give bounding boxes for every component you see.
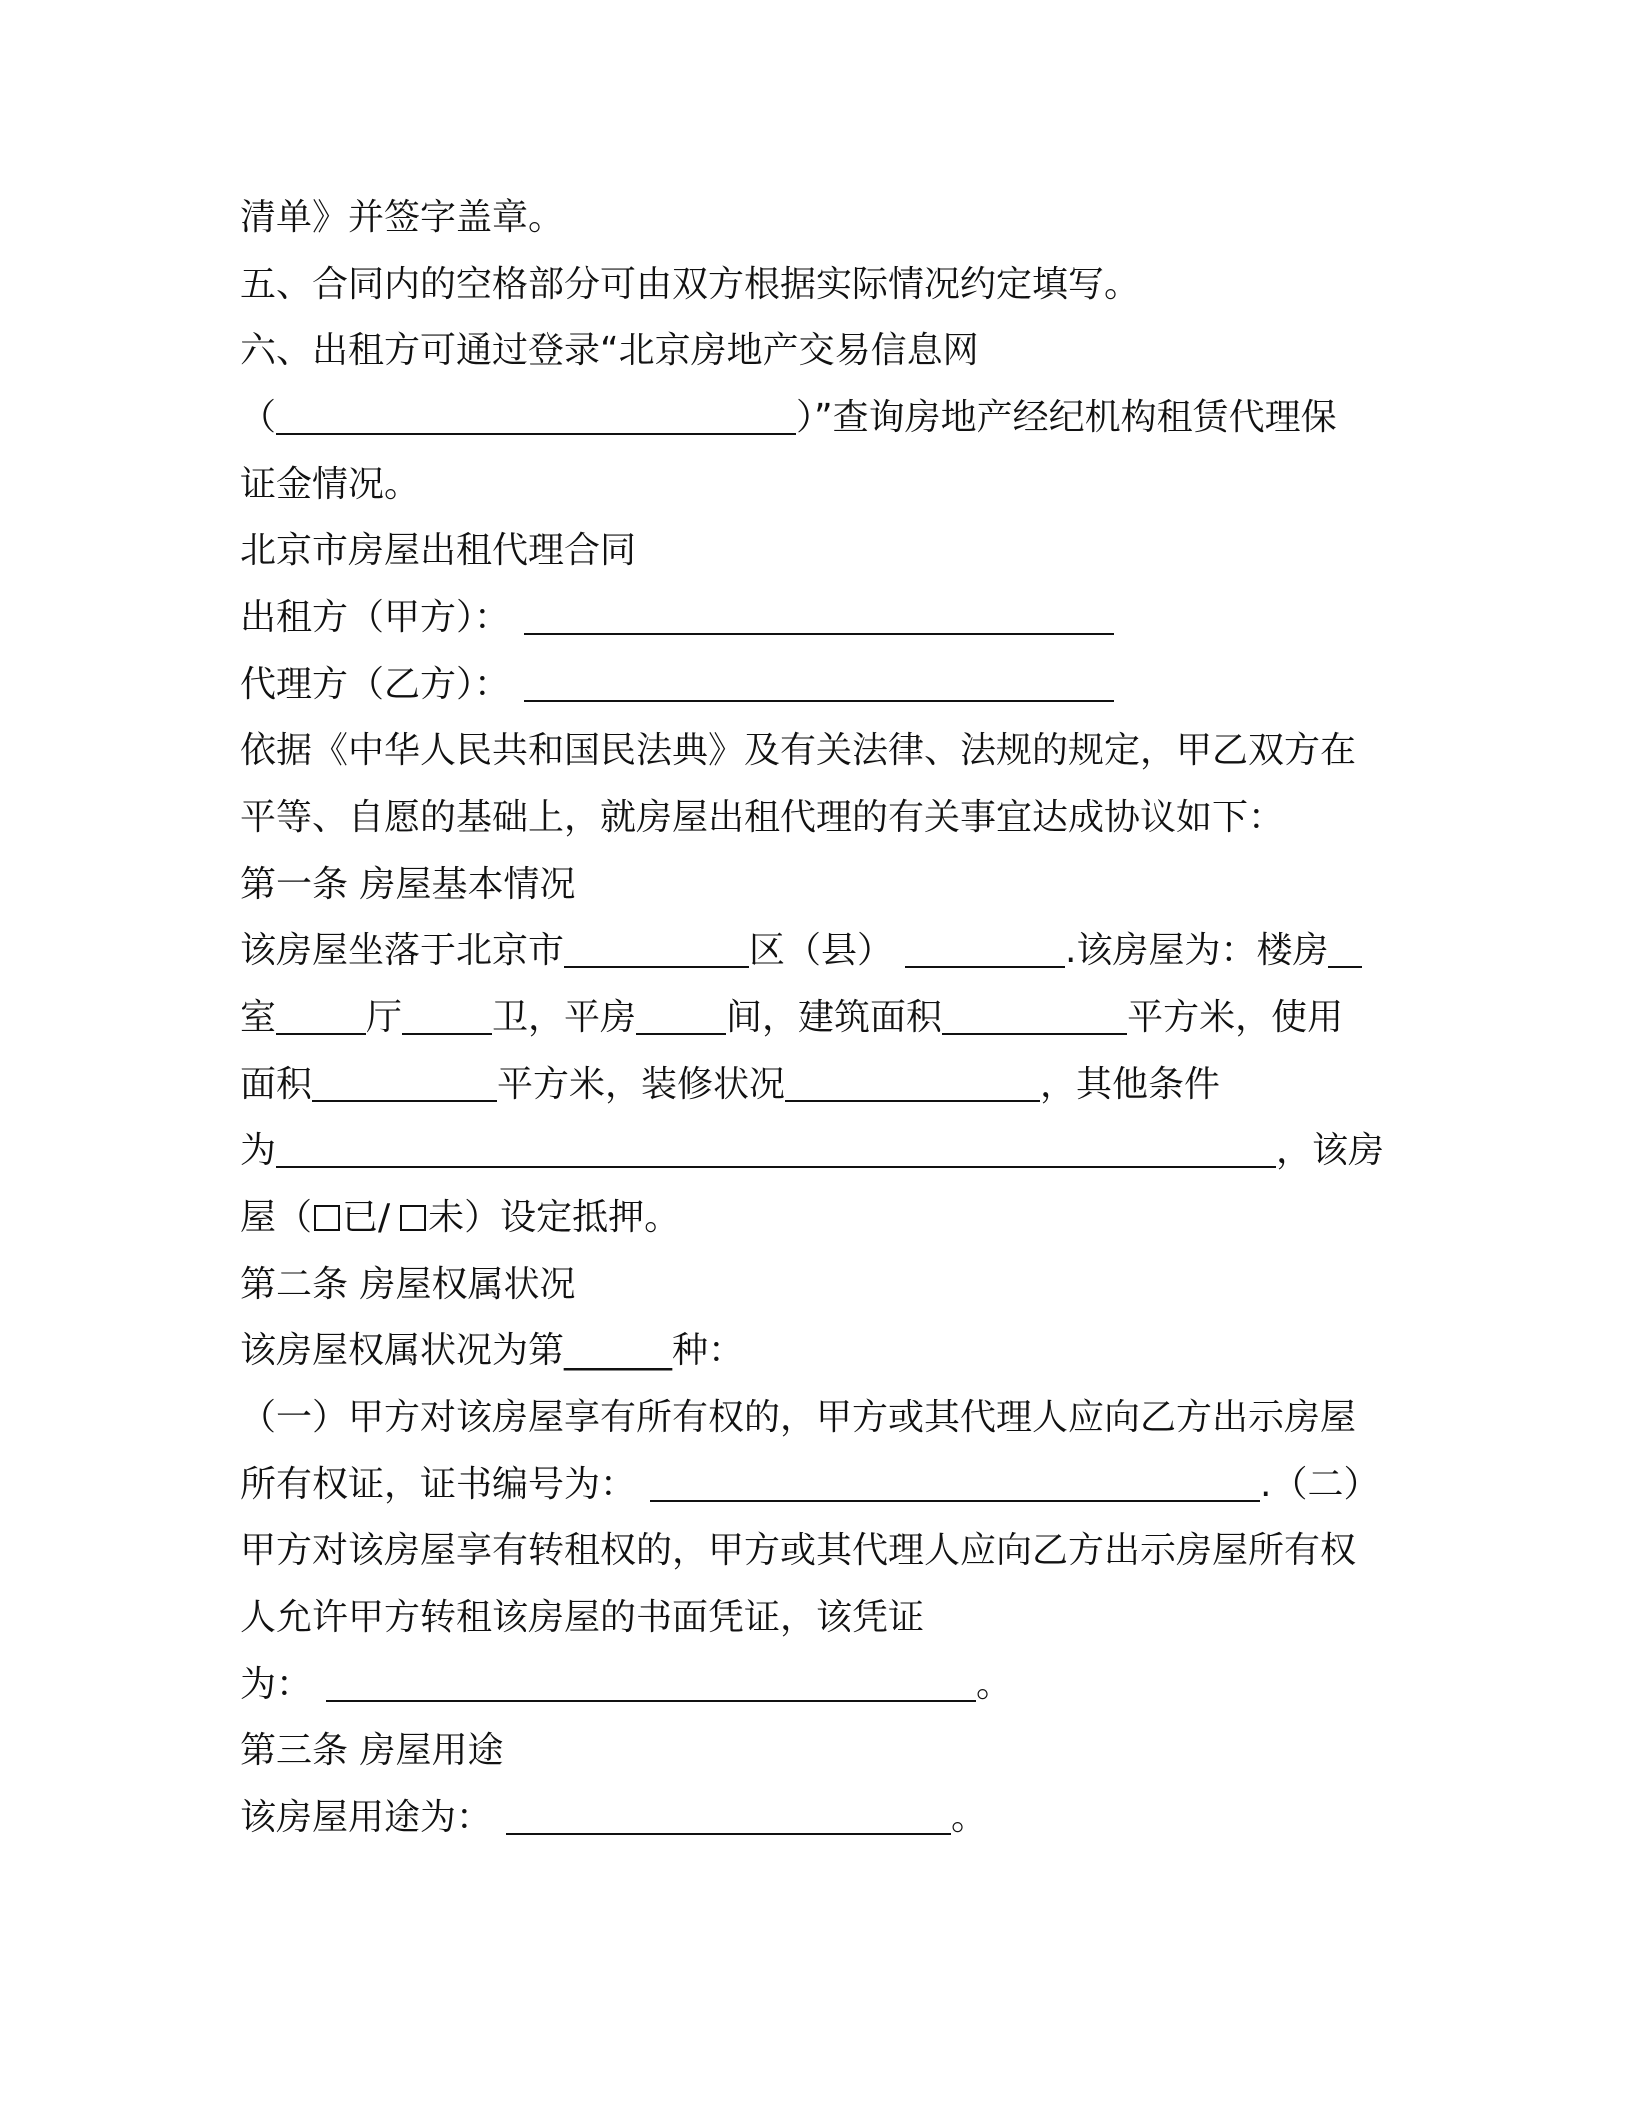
certificate-line (240, 1457, 1379, 1513)
usage-blank[interactable] (506, 1791, 951, 1835)
rooms-line (240, 990, 1343, 1046)
text: ，该房 (1276, 1130, 1385, 1171)
party-b-blank[interactable] (524, 658, 1114, 702)
text: 人允许甲方转租该房屋的书面凭证，该凭证 (240, 1597, 925, 1638)
heading-text: 第二条 房屋权属状况 (240, 1264, 576, 1305)
text: ，其他条件 (1040, 1064, 1221, 1105)
text: 为： (240, 1664, 313, 1705)
room-count-blank[interactable] (1328, 924, 1362, 968)
mortgaged-checkbox[interactable] (314, 1205, 340, 1231)
text: 间，建筑面积 (726, 997, 943, 1038)
text: 所有权证，证书编号为： (240, 1464, 637, 1505)
district-blank[interactable] (564, 924, 749, 968)
text: .（二） (1260, 1464, 1380, 1505)
text-line (240, 723, 1356, 779)
text: 依据《中华人民共和国民法典》及有关法律、法规的规定，甲乙双方在 (240, 730, 1357, 771)
text-line (240, 1523, 1356, 1579)
usage-line (240, 1790, 987, 1846)
text: 为 (240, 1130, 277, 1171)
text: 区（县） (749, 930, 894, 971)
bath-blank[interactable] (402, 991, 492, 1035)
conditions-line (240, 1123, 1384, 1179)
text-line (240, 1390, 1356, 1446)
website-line (240, 390, 1337, 446)
text: 该房屋权属状况为第______种： (240, 1330, 745, 1371)
article-heading (240, 1257, 575, 1313)
bungalow-blank[interactable] (636, 991, 726, 1035)
area-line (240, 1057, 1220, 1113)
text-line (240, 190, 564, 246)
text: 已/ (342, 1197, 391, 1238)
article-heading (240, 857, 575, 913)
website-blank[interactable] (276, 391, 796, 435)
ownership-type-line (240, 1323, 744, 1379)
text: 厅 (366, 997, 403, 1038)
other-conditions-blank[interactable] (276, 1124, 1276, 1168)
text: 平等、自愿的基础上，就房屋出租代理的有关事宜达成协议如下： (240, 797, 1285, 838)
text-line (240, 323, 979, 379)
text: 未）设定抵押。 (428, 1197, 681, 1238)
text-line (240, 457, 420, 513)
not-mortgaged-checkbox[interactable] (400, 1205, 426, 1231)
text: 屋（ (240, 1197, 313, 1238)
text-line (240, 1590, 924, 1646)
article-heading (240, 1723, 503, 1779)
text: 平方米，装修状况 (497, 1064, 786, 1105)
party-a-line (240, 590, 1114, 646)
party-a-blank[interactable] (524, 591, 1114, 635)
text: 清单》并签字盖章。 (240, 197, 565, 238)
text-line (240, 790, 1284, 846)
text: 该房屋用途为： (240, 1797, 493, 1838)
text: 六、出租方可通过登录“北京房地产交易信息网 (240, 330, 979, 371)
text: 该房屋坐落于北京市 (240, 930, 565, 971)
text: 卫，平房 (492, 997, 637, 1038)
location-line (240, 923, 1362, 979)
text: 面积 (240, 1064, 313, 1105)
text: ）”查询房地产经纪机构租赁代理保 (796, 397, 1337, 438)
heading-text: 第三条 房屋用途 (240, 1730, 504, 1771)
heading-text: 第一条 房屋基本情况 (240, 864, 576, 905)
text-line (240, 257, 1140, 313)
text: 五、合同内的空格部分可由双方根据实际情况约定填写。 (240, 264, 1141, 305)
address-blank[interactable] (905, 924, 1065, 968)
hall-blank[interactable] (276, 991, 366, 1035)
mortgage-line (240, 1190, 680, 1246)
text: .该房屋为：楼房 (1065, 930, 1329, 971)
voucher-blank[interactable] (326, 1658, 976, 1702)
text: （一）甲方对该房屋享有所有权的，甲方或其代理人应向乙方出示房屋 (240, 1397, 1357, 1438)
voucher-line (240, 1657, 1012, 1713)
text: 。 (951, 1797, 988, 1838)
text: 平方米，使用 (1127, 997, 1344, 1038)
text: （ (240, 397, 277, 438)
decoration-blank[interactable] (785, 1058, 1040, 1102)
text: 甲方对该房屋享有转租权的，甲方或其代理人应向乙方出示房屋所有权 (240, 1530, 1357, 1571)
party-b-line (240, 657, 1114, 713)
text: 证金情况。 (240, 464, 421, 505)
building-area-blank[interactable] (942, 991, 1127, 1035)
contract-title (240, 523, 636, 579)
certificate-number-blank[interactable] (650, 1458, 1260, 1502)
label: 出租方（甲方）： (240, 597, 511, 638)
text: 室 (240, 997, 277, 1038)
text: 。 (976, 1664, 1013, 1705)
usable-area-blank[interactable] (312, 1058, 497, 1102)
label: 代理方（乙方）： (240, 664, 511, 705)
title-text: 北京市房屋出租代理合同 (240, 530, 637, 571)
